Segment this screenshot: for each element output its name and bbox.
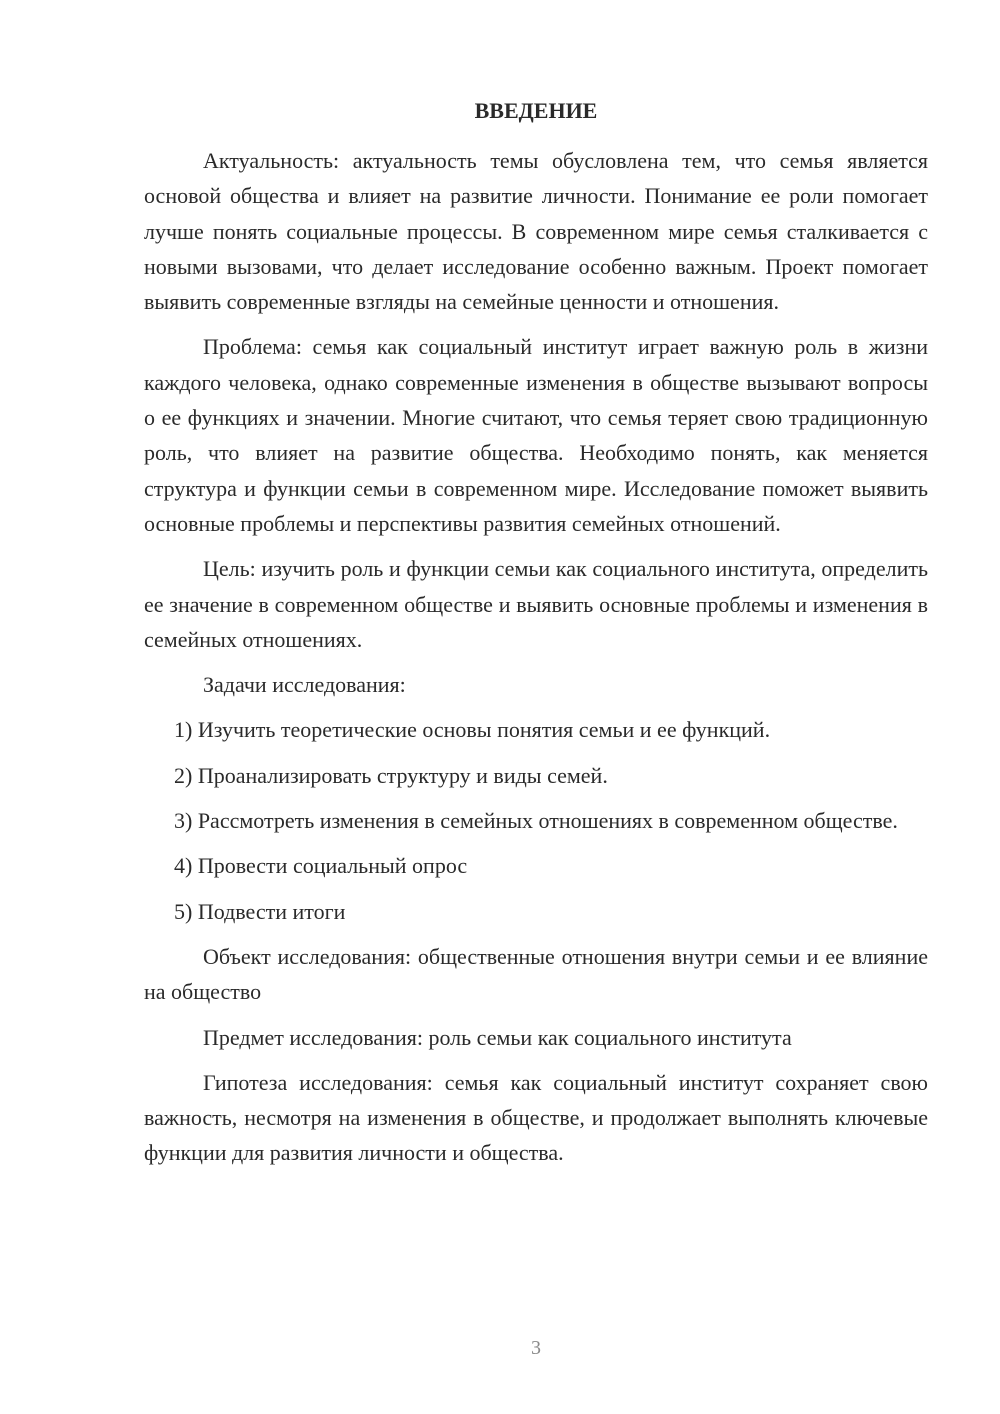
subject-paragraph: Предмет исследования: роль семьи как социального института — [203, 1024, 792, 1050]
task-item-1: 1) Изучить теоретические основы понятия семьи и ее функций. — [174, 717, 771, 743]
task-item-5: 5) Подвести итоги — [174, 898, 346, 924]
page-number: 3 — [531, 1337, 541, 1359]
object-paragraph: Объект исследования: общественные отношения внутри семьи и ее влияние на общество — [144, 943, 928, 1005]
task-item-3: 3) Рассмотреть изменения в семейных отношениях в современном обществе. — [174, 808, 898, 834]
document-body — [144, 143, 928, 1181]
section-heading: ВВЕДЕНИЕ — [474, 98, 598, 123]
problem-paragraph: Проблема: семья как социальный институт играет важную роль в жизни каждого человека, однако современные изменения в обществе вызывают вопросы о ее функциях и значении. Многие считают, что семья теряет свою традиционную роль, что влияет на развитие общества. Необходимо понять, как меняется структура и функции семьи в современном мире. Исследование поможет выявить основные проблемы и перспективы развития семейных отношений. — [144, 334, 928, 536]
task-item-4: 4) Провести социальный опрос — [174, 853, 468, 879]
tasks-title: Задачи исследования: — [203, 672, 406, 698]
goal-paragraph: Цель: изучить роль и функции семьи как социального института, определить ее значение в современном обществе и выявить основные проблемы и изменения в семейных отношениях. — [144, 556, 928, 652]
task-item-2: 2) Проанализировать структуру и виды семей. — [174, 762, 608, 788]
hypothesis-paragraph: Гипотеза исследования: семья как социальный институт сохраняет свою важность, несмотря на изменения в обществе, и продолжает выполнять ключевые функции для развития личности и общества. — [144, 1069, 928, 1166]
relevance-paragraph: Актуальность: актуальность темы обусловлена тем, что семья является основой общества и влияет на развитие личности. Понимание ее роли помогает лучше понять социальные процессы. В современном мире семья сталкивается с новыми вызовами, что делает исследование особенно важным. Проект помогает выявить современные взгляды на семейные ценности и отношения. — [144, 148, 928, 315]
